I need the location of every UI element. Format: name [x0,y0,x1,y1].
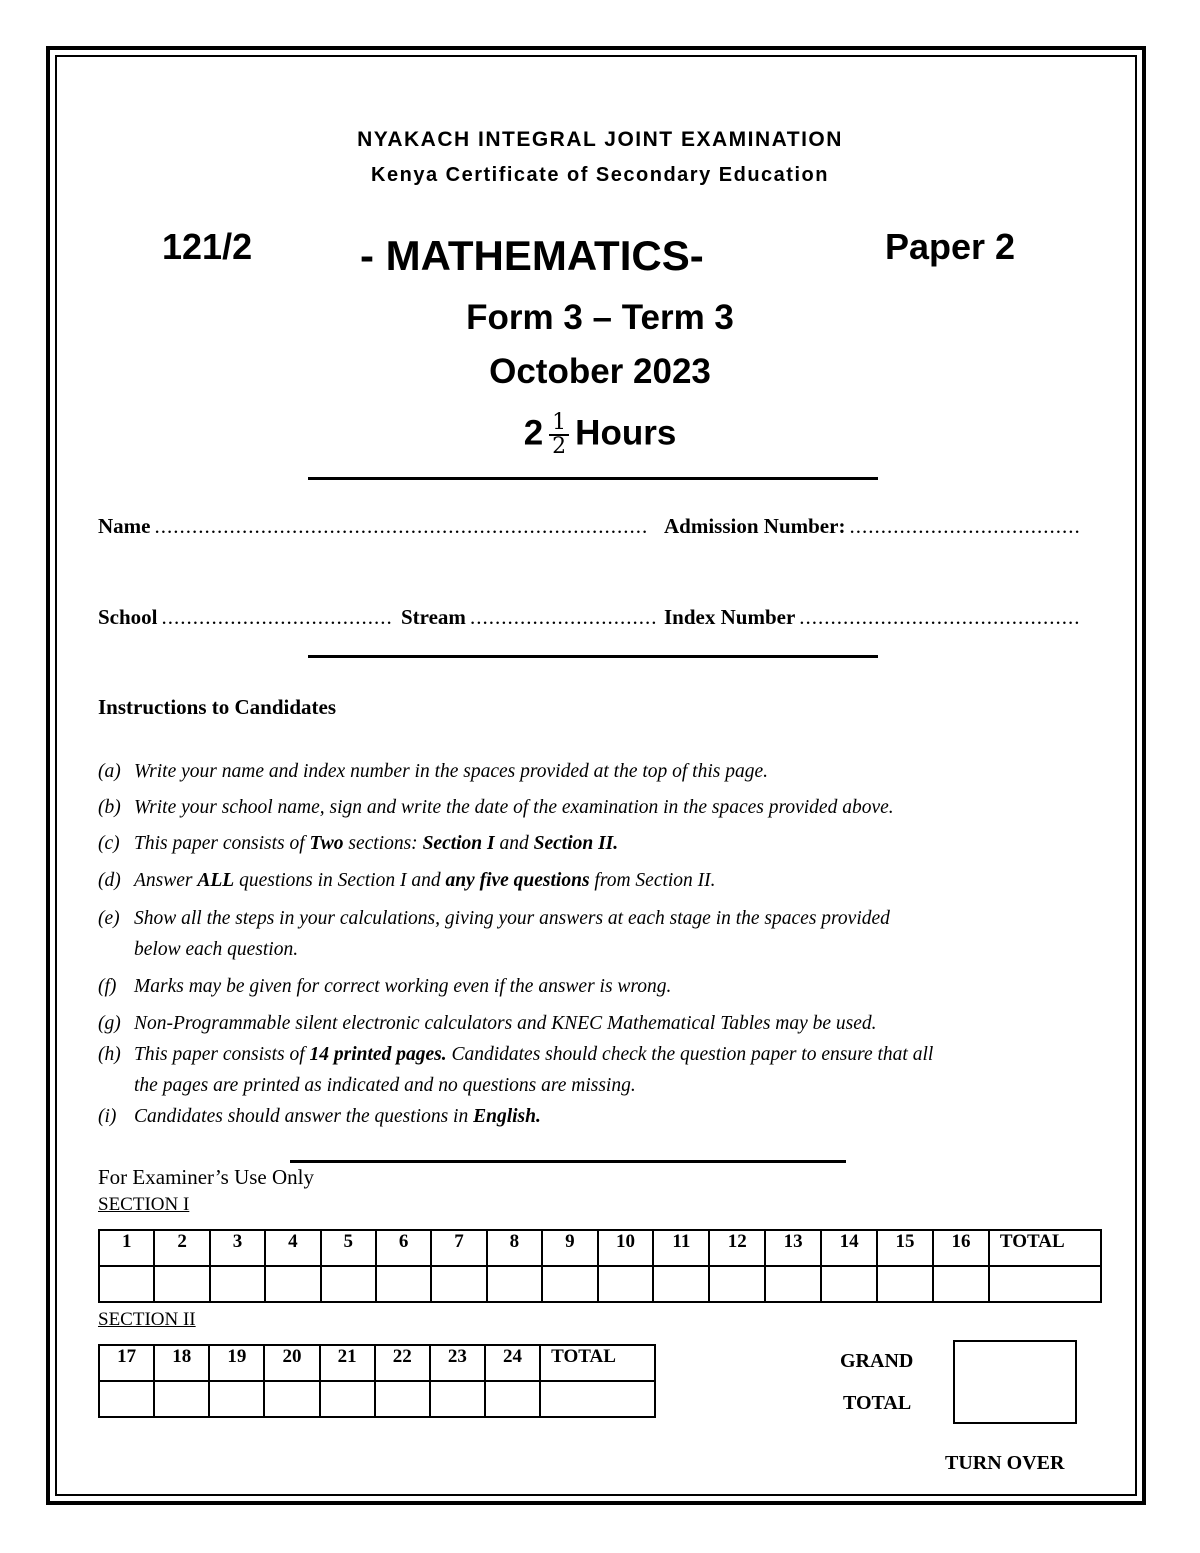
name-dots: ............................................................................... [154,514,649,538]
section1-score-cell[interactable] [765,1266,821,1302]
section2-col-header: 21 [320,1345,375,1381]
fraction-numerator: 1 [549,412,569,436]
section1-col-header: 4 [265,1230,320,1266]
section1-col-header: 12 [709,1230,765,1266]
section2-col-header: 17 [99,1345,154,1381]
section2-col-header: 20 [264,1345,319,1381]
section1-col-header: 9 [542,1230,597,1266]
paper-number: Paper 2 [885,226,1016,267]
section2-score-cell[interactable] [540,1381,655,1417]
section1-score-cell[interactable] [487,1266,542,1302]
examiner-divider [290,1160,846,1163]
section1-col-header: 14 [821,1230,877,1266]
admission-label: Admission Number: [664,514,846,538]
section1-col-header: 3 [210,1230,265,1266]
section1-col-header: 1 [99,1230,154,1266]
section1-score-cell[interactable] [431,1266,486,1302]
section1-score-table [98,1229,1102,1303]
instruction-h: (h) This paper consists of 14 printed pages. Candidates should check the question paper to ensure that all [98,1044,934,1065]
section1-header-row [99,1230,1101,1266]
section2-col-header: 24 [485,1345,540,1381]
section2-col-header: 19 [209,1345,264,1381]
section1-score-cell[interactable] [321,1266,376,1302]
turn-over-label: TURN OVER [945,1452,1065,1474]
section1-col-header: 2 [154,1230,209,1266]
subject-title: - MATHEMATICS- [360,232,704,279]
section2-col-header: 23 [430,1345,485,1381]
section1-score-cell[interactable] [154,1266,209,1302]
paper-code: 121/2 [162,226,253,267]
section2-score-cell[interactable] [485,1381,540,1417]
index-label: Index Number [664,605,796,629]
section2-score-cell[interactable] [430,1381,485,1417]
section2-score-cell[interactable] [320,1381,375,1417]
section1-col-header: 13 [765,1230,821,1266]
section1-score-cell[interactable] [376,1266,431,1302]
instruction-f: (f) Marks may be given for correct working even if the answer is wrong. [98,976,672,997]
section1-score-cell[interactable] [933,1266,989,1302]
stream-dots: .............................. [469,605,658,629]
instruction-e-continued: below each question. [134,939,299,960]
instruction-a: (a) Write your name and index number in the spaces provided at the top of this page. [98,761,769,782]
section2-score-cell[interactable] [99,1381,154,1417]
grand-total-box[interactable] [953,1340,1077,1424]
admission-field[interactable] [664,514,1081,539]
section2-col-header: 22 [375,1345,430,1381]
examiner-title: For Examiner’s Use Only [98,1165,314,1189]
instruction-b: (b) Write your school name, sign and write the date of the examination in the spaces provided above. [98,797,894,818]
admission-dots: ..................................... [849,514,1081,538]
section2-score-row [99,1381,655,1417]
section2-col-header: 18 [154,1345,209,1381]
index-field[interactable] [664,605,1081,630]
certificate-subtitle: Kenya Certificate of Secondary Education [371,164,829,186]
instructions-title: Instructions to Candidates [98,695,337,719]
section2-score-cell[interactable] [154,1381,209,1417]
exam-duration [0,412,1200,458]
section1-score-row [99,1266,1101,1302]
instruction-g: (g) Non-Programmable silent electronic calculators and KNEC Mathematical Tables may be used. [98,1013,877,1034]
section2-col-header: TOTAL [540,1345,655,1381]
section1-col-header: 16 [933,1230,989,1266]
section1-score-cell[interactable] [265,1266,320,1302]
header-divider [308,477,878,480]
section1-score-cell[interactable] [598,1266,654,1302]
section1-score-cell[interactable] [542,1266,597,1302]
index-dots: ............................................. [799,605,1081,629]
instruction-h-continued: the pages are printed as indicated and no questions are missing. [134,1075,636,1096]
section2-score-cell[interactable] [375,1381,430,1417]
duration-whole: 2 [523,413,544,453]
section2-label: SECTION II [98,1309,196,1330]
name-label: Name [98,514,151,538]
exam-date: October 2023 [489,352,711,391]
section2-score-cell[interactable] [264,1381,319,1417]
form-term: Form 3 – Term 3 [466,298,734,337]
section1-col-header: 15 [877,1230,933,1266]
grand-total-label-2: TOTAL [843,1392,912,1414]
fields-divider [308,655,878,658]
section1-label: SECTION I [98,1194,190,1215]
section2-score-table [98,1344,656,1418]
instruction-d: (d) Answer ALL questions in Section I and any five questions from Section II. [98,870,716,891]
section2-header-row [99,1345,655,1381]
school-label: School [98,605,158,629]
stream-field[interactable] [401,605,657,630]
section1-score-cell[interactable] [210,1266,265,1302]
section1-col-header: 10 [598,1230,654,1266]
stream-label: Stream [401,605,466,629]
school-field[interactable] [98,605,393,630]
section1-score-cell[interactable] [709,1266,765,1302]
section1-score-cell[interactable] [877,1266,933,1302]
section1-col-header: 5 [321,1230,376,1266]
section2-score-cell[interactable] [209,1381,264,1417]
section1-col-header: 8 [487,1230,542,1266]
instruction-i: (i) Candidates should answer the questions in English. [98,1106,541,1127]
section1-col-header: 7 [431,1230,486,1266]
duration-unit: Hours [575,413,677,453]
fraction-denominator: 2 [552,434,567,459]
grand-total-label-1: GRAND [840,1350,914,1372]
section1-col-header: TOTAL [989,1230,1101,1266]
name-field[interactable] [98,514,648,539]
duration-fraction [549,412,569,458]
instruction-c: (c) This paper consists of Two sections: Section I and Section II. [98,833,619,854]
section1-col-header: 11 [653,1230,709,1266]
section1-score-cell[interactable] [989,1266,1101,1302]
section1-score-cell[interactable] [821,1266,877,1302]
institution-title: NYAKACH INTEGRAL JOINT EXAMINATION [357,128,843,151]
instruction-e: (e) Show all the steps in your calculations, giving your answers at each stage in the spaces provided [98,908,890,929]
school-dots: ..................................... [161,605,393,629]
section1-col-header: 6 [376,1230,431,1266]
section1-score-cell[interactable] [653,1266,709,1302]
section1-score-cell[interactable] [99,1266,154,1302]
